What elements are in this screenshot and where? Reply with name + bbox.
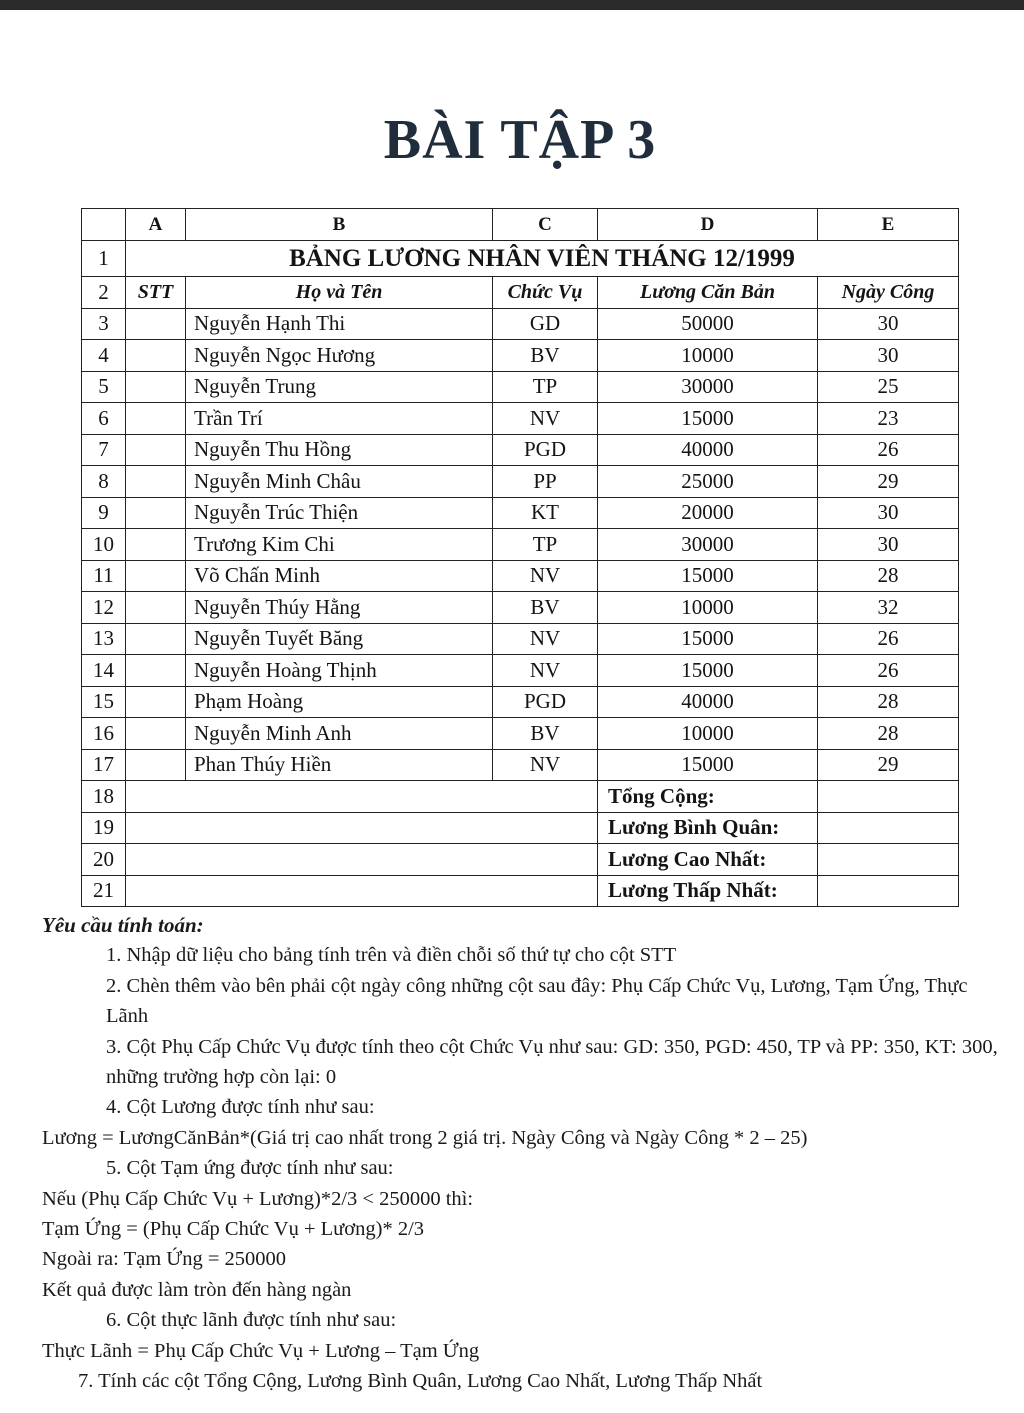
requirement-formula: Ngoài ra: Tạm Ứng = 250000	[42, 1248, 287, 1271]
column-header-d: D	[598, 209, 818, 241]
column-header-a: A	[126, 209, 186, 241]
row-number: 14	[82, 655, 126, 687]
table-row	[82, 655, 959, 687]
employee-work-days: 28	[818, 686, 959, 718]
stt-cell	[126, 403, 186, 435]
stt-cell	[126, 623, 186, 655]
summary-blank-cell	[126, 844, 598, 876]
employee-name: Nguyễn Trúc Thiện	[186, 497, 493, 529]
employee-work-days: 32	[818, 592, 959, 624]
page-title: BÀI TẬP 3	[383, 109, 657, 171]
stt-cell	[126, 749, 186, 781]
sheet-title: BẢNG LƯƠNG NHÂN VIÊN THÁNG 12/1999	[126, 241, 959, 277]
table-row	[82, 340, 959, 372]
employee-position: NV	[493, 749, 598, 781]
employee-work-days: 30	[818, 340, 959, 372]
table-header-row	[82, 277, 959, 309]
table-row	[82, 497, 959, 529]
table-row	[82, 371, 959, 403]
row-number: 7	[82, 434, 126, 466]
table-row	[82, 718, 959, 750]
employee-base-salary: 30000	[598, 371, 818, 403]
employee-work-days: 30	[818, 308, 959, 340]
summary-rows	[82, 781, 959, 907]
employee-position: TP	[493, 371, 598, 403]
table-row	[82, 686, 959, 718]
employee-position: NV	[493, 655, 598, 687]
row-number: 1	[82, 241, 126, 277]
stt-cell	[126, 718, 186, 750]
stt-cell	[126, 592, 186, 624]
employee-name: Nguyễn Minh Châu	[186, 466, 493, 498]
employee-work-days: 30	[818, 497, 959, 529]
employee-base-salary: 15000	[598, 403, 818, 435]
summary-row	[82, 844, 959, 876]
requirement-formula: Kết quả được làm tròn đến hàng ngàn	[42, 1278, 352, 1301]
employee-base-salary: 30000	[598, 529, 818, 561]
summary-value-cell	[818, 781, 959, 813]
employee-name: Nguyễn Thúy Hằng	[186, 592, 493, 624]
employee-name: Nguyễn Minh Anh	[186, 718, 493, 750]
requirements-section	[42, 910, 1012, 1397]
stt-cell	[126, 371, 186, 403]
summary-label: Lương Cao Nhất:	[598, 844, 818, 876]
employee-work-days: 26	[818, 623, 959, 655]
summary-blank-cell	[126, 781, 598, 813]
top-dark-strip	[0, 0, 1024, 10]
row-number: 6	[82, 403, 126, 435]
requirement-formula: Thực Lãnh = Phụ Cấp Chức Vụ + Lương – Tạm Ứng	[42, 1339, 480, 1362]
employee-position: PGD	[493, 686, 598, 718]
employee-work-days: 28	[818, 560, 959, 592]
requirement-line: 7. Tính các cột Tổng Cộng, Lương Bình Quân, Lương Cao Nhất, Lương Thấp Nhất	[78, 1370, 763, 1393]
employee-work-days: 23	[818, 403, 959, 435]
stt-cell	[126, 466, 186, 498]
employee-work-days: 30	[818, 529, 959, 561]
employee-base-salary: 10000	[598, 718, 818, 750]
table-row	[82, 623, 959, 655]
header-name: Họ và Tên	[186, 277, 493, 309]
employee-position: KT	[493, 497, 598, 529]
column-header-c: C	[493, 209, 598, 241]
row-number: 2	[82, 277, 126, 309]
table-row	[82, 466, 959, 498]
employee-base-salary: 20000	[598, 497, 818, 529]
stt-cell	[126, 497, 186, 529]
row-number: 3	[82, 308, 126, 340]
employee-name: Phạm Hoàng	[186, 686, 493, 718]
header-position: Chức Vụ	[493, 277, 598, 309]
summary-row	[82, 781, 959, 813]
salary-spreadsheet	[81, 208, 959, 907]
employee-work-days: 29	[818, 749, 959, 781]
table-row	[82, 308, 959, 340]
employee-name: Nguyễn Hạnh Thi	[186, 308, 493, 340]
row-number: 9	[82, 497, 126, 529]
summary-row	[82, 875, 959, 907]
column-header-row	[82, 209, 959, 241]
summary-value-cell	[818, 875, 959, 907]
row-number: 17	[82, 749, 126, 781]
employee-position: TP	[493, 529, 598, 561]
employee-position: PP	[493, 466, 598, 498]
employee-name: Trần Trí	[186, 403, 493, 435]
stt-cell	[126, 686, 186, 718]
employee-name: Nguyễn Trung	[186, 371, 493, 403]
summary-value-cell	[818, 844, 959, 876]
employee-position: BV	[493, 718, 598, 750]
row-number: 5	[82, 371, 126, 403]
row-number: 8	[82, 466, 126, 498]
row-number: 4	[82, 340, 126, 372]
employee-position: BV	[493, 340, 598, 372]
sheet-title-row	[82, 241, 959, 277]
table-row	[82, 403, 959, 435]
employee-name: Nguyễn Tuyết Băng	[186, 623, 493, 655]
row-number: 16	[82, 718, 126, 750]
table-row	[82, 529, 959, 561]
row-number: 21	[82, 875, 126, 907]
header-work-days: Ngày Công	[818, 277, 959, 309]
employee-name: Nguyễn Hoàng Thịnh	[186, 655, 493, 687]
requirement-formula: Nếu (Phụ Cấp Chức Vụ + Lương)*2/3 < 250000 thì:	[42, 1187, 474, 1210]
header-base-salary: Lương Căn Bản	[598, 277, 818, 309]
stt-cell	[126, 529, 186, 561]
stt-cell	[126, 655, 186, 687]
summary-label: Lương Bình Quân:	[598, 812, 818, 844]
summary-blank-cell	[126, 812, 598, 844]
column-header-b: B	[186, 209, 493, 241]
summary-label: Tổng Cộng:	[598, 781, 818, 813]
corner-cell	[82, 209, 126, 241]
employee-name: Nguyễn Thu Hồng	[186, 434, 493, 466]
summary-value-cell	[818, 812, 959, 844]
employee-name: Nguyễn Ngọc Hương	[186, 340, 493, 372]
employee-rows	[82, 308, 959, 781]
employee-base-salary: 40000	[598, 434, 818, 466]
requirement-line: 3. Cột Phụ Cấp Chức Vụ được tính theo cột Chức Vụ như sau: GD: 350, PGD: 450, TP và PP: 350, KT: 300, những trường hợp còn lại: 0	[106, 1035, 998, 1089]
stt-cell	[126, 308, 186, 340]
employee-position: NV	[493, 560, 598, 592]
employee-base-salary: 40000	[598, 686, 818, 718]
row-number: 18	[82, 781, 126, 813]
employee-work-days: 26	[818, 434, 959, 466]
summary-blank-cell	[126, 875, 598, 907]
employee-work-days: 25	[818, 371, 959, 403]
employee-position: PGD	[493, 434, 598, 466]
requirement-line: 2. Chèn thêm vào bên phải cột ngày công những cột sau đây: Phụ Cấp Chức Vụ, Lương, Tạm Ứng, Thực Lãnh	[106, 974, 968, 1028]
employee-base-salary: 25000	[598, 466, 818, 498]
stt-cell	[126, 340, 186, 372]
employee-base-salary: 10000	[598, 340, 818, 372]
header-stt: STT	[126, 277, 186, 309]
table-row	[82, 592, 959, 624]
row-number: 19	[82, 812, 126, 844]
employee-base-salary: 10000	[598, 592, 818, 624]
employee-work-days: 26	[818, 655, 959, 687]
table-row	[82, 560, 959, 592]
employee-work-days: 28	[818, 718, 959, 750]
table-row	[82, 749, 959, 781]
requirement-line: 4. Cột Lương được tính như sau:	[106, 1096, 375, 1119]
stt-cell	[126, 560, 186, 592]
requirement-formula: Lương = LươngCănBản*(Giá trị cao nhất trong 2 giá trị. Ngày Công và Ngày Công * 2 – 25)	[42, 1126, 808, 1149]
table-row	[82, 434, 959, 466]
requirement-formula: Tạm Ứng = (Phụ Cấp Chức Vụ + Lương)* 2/3	[42, 1218, 425, 1241]
row-number: 15	[82, 686, 126, 718]
employee-name: Trương Kim Chi	[186, 529, 493, 561]
summary-label: Lương Thấp Nhất:	[598, 875, 818, 907]
stt-cell	[126, 434, 186, 466]
employee-base-salary: 15000	[598, 560, 818, 592]
row-number: 13	[82, 623, 126, 655]
employee-position: BV	[493, 592, 598, 624]
employee-base-salary: 15000	[598, 623, 818, 655]
employee-base-salary: 15000	[598, 749, 818, 781]
row-number: 10	[82, 529, 126, 561]
employee-position: NV	[493, 623, 598, 655]
requirements-heading: Yêu cầu tính toán:	[42, 913, 204, 937]
requirement-line: 6. Cột thực lãnh được tính như sau:	[106, 1309, 397, 1332]
row-number: 20	[82, 844, 126, 876]
summary-row	[82, 812, 959, 844]
employee-position: NV	[493, 403, 598, 435]
column-header-e: E	[818, 209, 959, 241]
employee-base-salary: 50000	[598, 308, 818, 340]
employee-position: GD	[493, 308, 598, 340]
requirement-line: 5. Cột Tạm ứng được tính như sau:	[106, 1157, 394, 1180]
employee-work-days: 29	[818, 466, 959, 498]
employee-name: Võ Chấn Minh	[186, 560, 493, 592]
employee-name: Phan Thúy Hiền	[186, 749, 493, 781]
employee-base-salary: 15000	[598, 655, 818, 687]
row-number: 12	[82, 592, 126, 624]
row-number: 11	[82, 560, 126, 592]
requirement-line: 1. Nhập dữ liệu cho bảng tính trên và điền chỗi số thứ tự cho cột STT	[106, 944, 677, 967]
